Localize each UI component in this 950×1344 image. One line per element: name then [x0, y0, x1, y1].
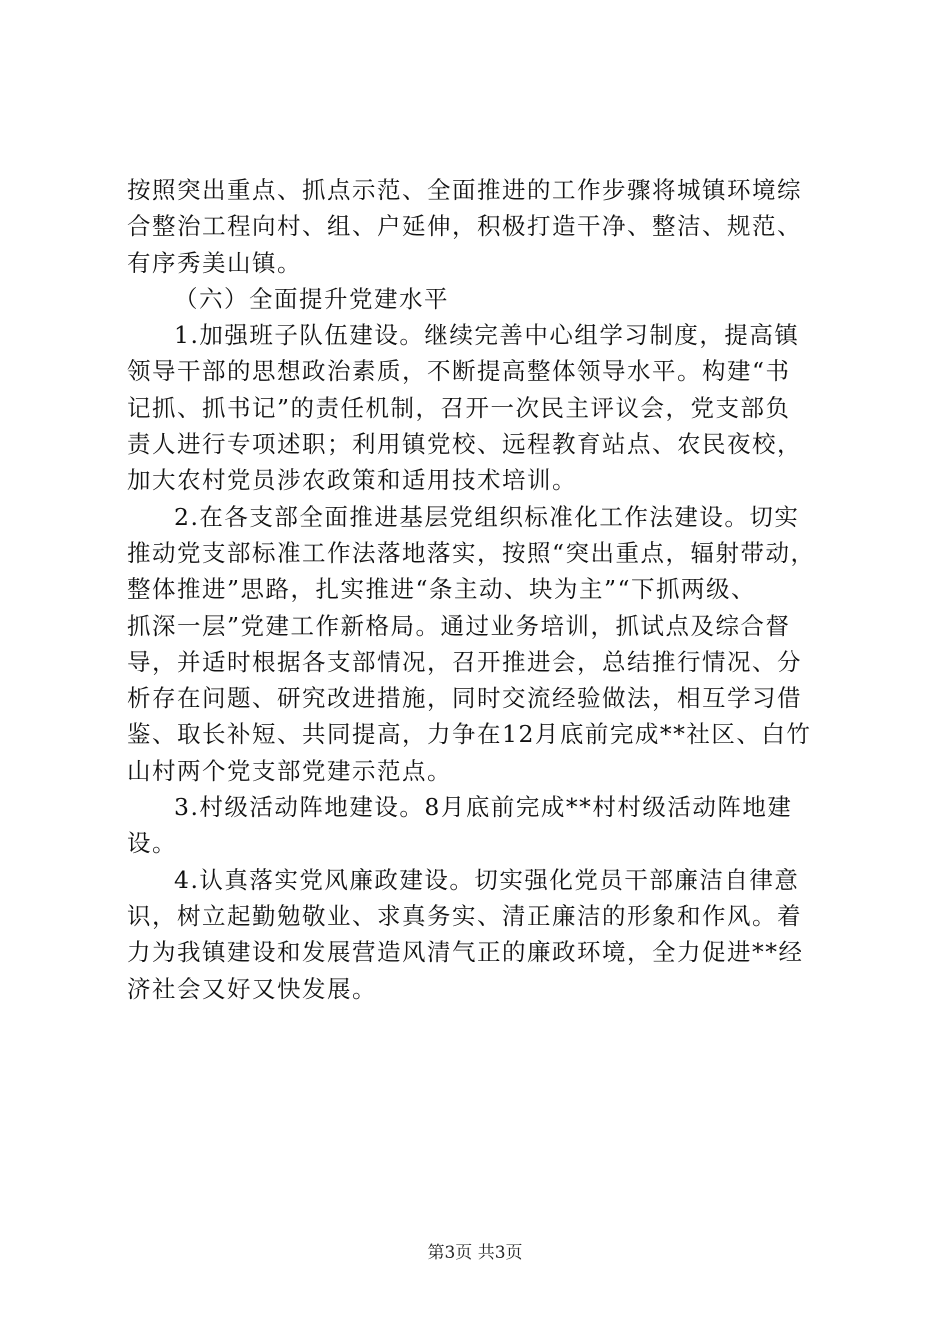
page-number: 第3页 共3页 — [427, 1243, 523, 1263]
text-line: 2.在各支部全面推进基层党组织标准化工作法建设。切实 — [174, 502, 800, 531]
text-line: 领导干部的思想政治素质，不断提高整体领导水平。构建“书 — [127, 357, 791, 386]
text-line: 整体推进”思路，扎实推进“条主动、块为主”“下抓两级、 — [127, 575, 757, 604]
text-line: 加大农村党员涉农政策和适用技术培训。 — [127, 466, 577, 495]
text-line: 按照突出重点、抓点示范、全面推进的工作步骤将城镇环境综 — [127, 176, 802, 204]
text-line: 鉴、取长补短、共同提高，力争在12月底前完成**社区、白竹 — [127, 720, 812, 749]
text-line: 1.加强班子队伍建设。继续完善中心组学习制度，提高镇 — [174, 321, 800, 350]
text-line: 合整治工程向村、组、户延伸，积极打造干净、整洁、规范、 — [127, 212, 802, 241]
text-line: 推动党支部标准工作法落地落实，按照“突出重点，辐射带动， — [127, 538, 816, 567]
section-heading: （六）全面提升党建水平 — [174, 284, 449, 313]
text-line: 设。 — [127, 829, 177, 858]
text-line: 导，并适时根据各支部情况，召开推进会，总结推行情况、分 — [127, 647, 802, 676]
text-line: 3.村级活动阵地建设。8月底前完成**村村级活动阵地建 — [174, 793, 793, 822]
text-line: 济社会又好又快发展。 — [127, 974, 377, 1003]
document-body — [127, 172, 837, 1007]
text-line: 力为我镇建设和发展营造风清气正的廉政环境，全力促进**经 — [127, 938, 804, 967]
text-line: 析存在问题、研究改进措施，同时交流经验做法，相互学习借 — [127, 684, 802, 713]
text-line: 4.认真落实党风廉政建设。切实强化党员干部廉洁自律意 — [174, 865, 800, 894]
text-line: 责人进行专项述职；利用镇党校、远程教育站点、农民夜校， — [127, 430, 802, 459]
text-line: 记抓、抓书记”的责任机制，召开一次民主评议会，党支部负 — [127, 393, 791, 422]
text-line: 有序秀美山镇。 — [127, 248, 302, 277]
text-line: 山村两个党支部党建示范点。 — [127, 756, 452, 785]
text-line: 识，树立起勤勉敬业、求真务实、清正廉洁的形象和作风。着 — [127, 901, 802, 930]
text-line: 抓深一层”党建工作新格局。通过业务培训，抓试点及综合督 — [127, 611, 791, 640]
